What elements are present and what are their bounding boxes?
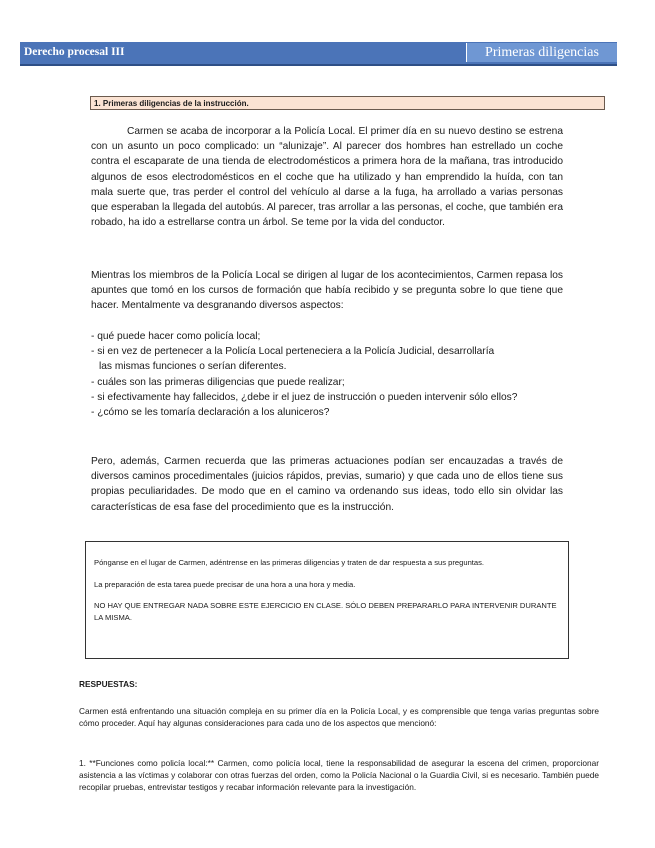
answer-item: 1. **Funciones como policía local:** Carmen, como policía local, tiene la responsabilidad de asegurar la escena del crimen, proporcionar asistencia a las víctimas y colaborar con otras fuerzas del orden, como la Policía Nacional o la Guardia Civil, si es necesario. También puede recopilar pruebas, entrevistar testigos y recabar información relevante para la investigación. bbox=[79, 758, 599, 793]
list-item: - si en vez de pertenecer a la Policía Local perteneciera a la Policía Judicial, desarrollaría bbox=[91, 346, 495, 358]
section-heading: 1. Primeras diligencias de la instrucción. bbox=[90, 96, 605, 110]
procedure-paragraph: Pero, además, Carmen recuerda que las primeras actuaciones podían ser encauzadas a través de diversos caminos procedimentales (juicios rápidos, previas, sumario) y que cada uno de ellos tiene sus propias peculiaridades. De modo que en el camino va ordenando sus ideas, todo ello sin olvidar las características de esa fase del procedimiento que es la instrucción. bbox=[91, 456, 563, 513]
answers-title: RESPUESTAS: bbox=[79, 679, 138, 689]
list-item: - cuáles son las primeras diligencias que puede realizar; bbox=[91, 376, 345, 388]
list-item: - si efectivamente hay fallecidos, ¿debe ir el juez de instrucción o pueden intervenir sólo ellos? bbox=[91, 391, 518, 403]
case-paragraph: Carmen se acaba de incorporar a la Policía Local. El primer día en su nuevo destino se estrena con un asunto un poco complicado: un “alunizaje”. Al parecer dos hombres han estrellado un coche contra el escaparate de una tienda de electrodomésticos a primera hora de la mañana, tras introducido algunos de esos electrodomésticos en el coche que ha utilizado y han emprendido la huída, con tan mala suerte que, tras perder el control del vehículo al darse a la fuga, ha arrollado a varias personas que esperaban la llegada del autobús. Al parecer, tras arrollar a las personas, el coche, que también era robado, ha ido a estrellarse contra un árbol. Se teme por la vida del conductor. bbox=[91, 126, 563, 229]
list-item: - ¿cómo se les tomaría declaración a los aluniceros? bbox=[91, 407, 330, 419]
document-header bbox=[20, 42, 617, 66]
task-duration: La preparación de esta tarea puede precisar de una hora a una hora y media. bbox=[94, 579, 356, 589]
list-item: - qué puede hacer como policía local; bbox=[91, 331, 261, 342]
context-paragraph: Mientras los miembros de la Policía Local se dirigen al lugar de los acontecimientos, Carmen repasa los apuntes que tomó en los cursos de formación que había recibido y se pregunta sobre lo que tiene que hacer. Mentalmente va desgranando diversos aspectos: bbox=[91, 270, 563, 312]
task-box bbox=[85, 541, 569, 659]
questions-list bbox=[91, 329, 571, 420]
chapter-title: Primeras diligencias bbox=[466, 43, 617, 62]
course-title: Derecho procesal III bbox=[24, 46, 125, 58]
task-instruction: Pónganse en el lugar de Carmen, adéntrense en las primeras diligencias y traten de dar respuesta a sus preguntas. bbox=[94, 558, 485, 567]
answers-intro: Carmen está enfrentando una situación compleja en su primer día en la Policía Local, y es comprensible que tenga varias preguntas sobre cómo proceder. Aquí hay algunas consideraciones para cada uno de los aspectos que mencionó: bbox=[79, 706, 599, 729]
task-notice: NO HAY QUE ENTREGAR NADA SOBRE ESTE EJERCICIO EN CLASE. SÓLO DEBEN PREPARARLO PARA INTERVENIR DURANTE LA MISMA. bbox=[94, 601, 557, 622]
list-item: las mismas funciones o serían diferentes. bbox=[99, 361, 287, 373]
